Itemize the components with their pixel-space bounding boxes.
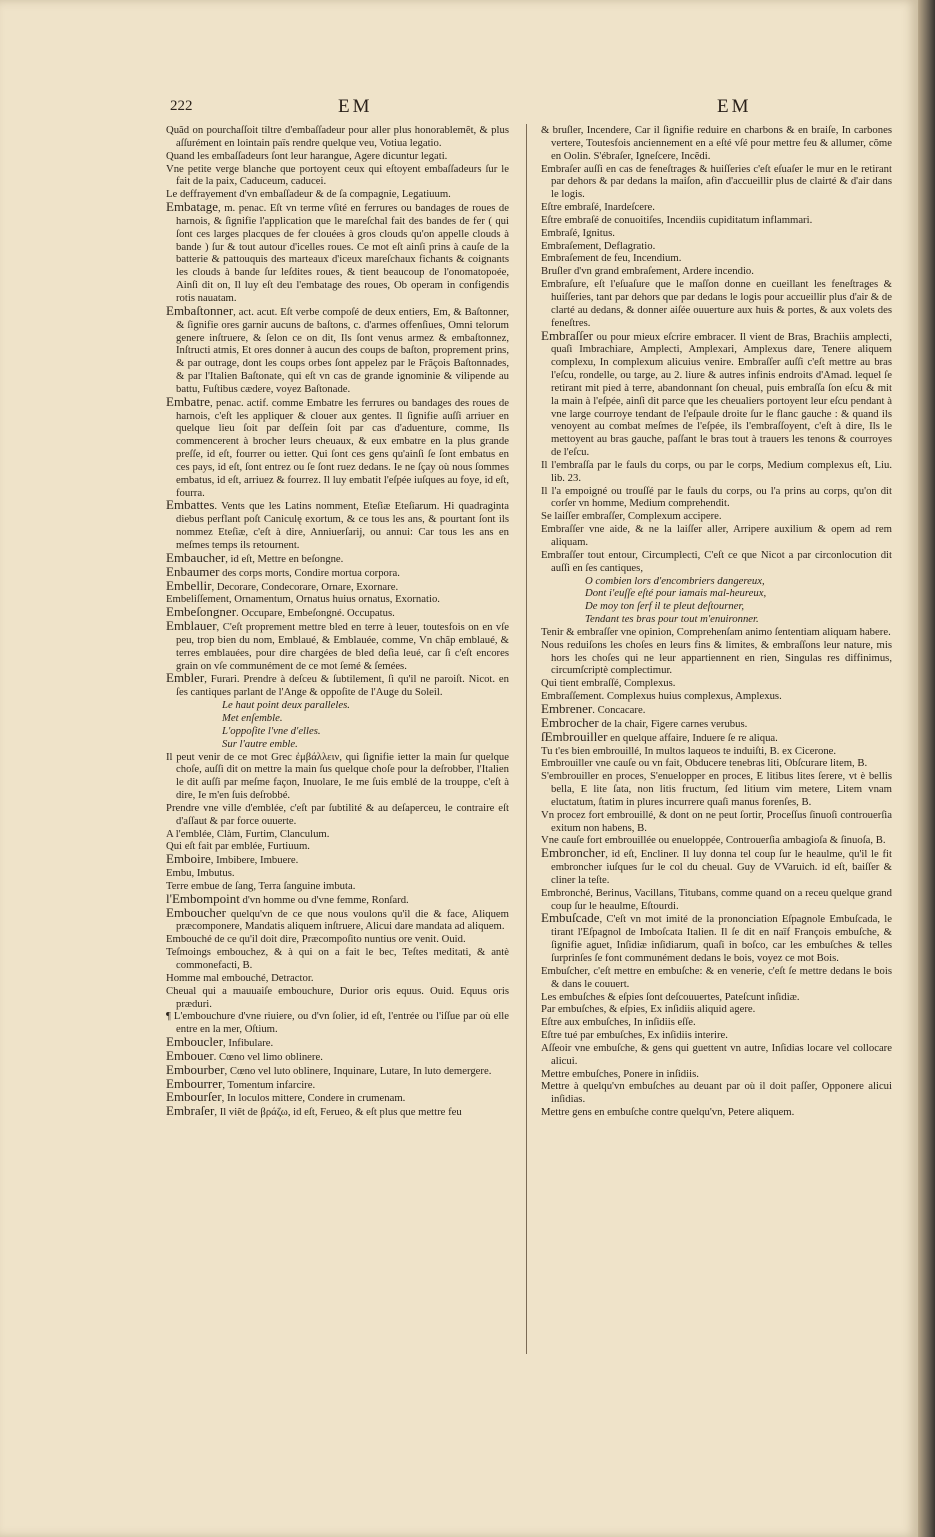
dictionary-entry <box>541 163 892 202</box>
dictionary-entry <box>166 499 509 551</box>
entry-headword: Embaſtonner <box>166 302 234 318</box>
entry-headword: Emblauer <box>166 618 217 634</box>
running-head-left: EM <box>338 96 373 117</box>
entry-text: Eſtre aux embuſches, In inſidiis eſſe. <box>541 1016 696 1029</box>
entry-text: , Il viẽt de βράζω, id eſt, Ferueo, & eſt plus que mettre feu <box>214 1106 462 1119</box>
entry-headword: Embrocher <box>541 714 599 730</box>
dictionary-entry <box>541 757 892 770</box>
dictionary-entry <box>541 240 892 253</box>
dictionary-entry <box>541 252 892 265</box>
entry-text: Embrouiller vne cauſe ou vn fait, Obducere tenebras liti, Obſcurare litem, B. <box>541 757 868 770</box>
dictionary-entry <box>166 1010 509 1036</box>
entry-text: Embeliſſement, Ornamentum, Ornatus huius ornatus, Exornatio. <box>166 593 440 606</box>
entry-text: Embuſcher, c'eſt mettre en embuſche: & en venerie, c'eſt ſe mettre dedans le bois & dans le couuert. <box>541 964 892 990</box>
dictionary-entry <box>541 728 892 745</box>
dictionary-entry <box>166 904 509 934</box>
entry-headword: ſEmbrouiller <box>541 728 608 744</box>
verse-line: Tendant tes bras pour tout m'enuironner. <box>585 613 759 626</box>
entry-text: quelqu'vn de ce que nous voulons qu'il die & face, Aliquem præcomponere, Mandatis aliquem inſtruere, Alicui dare mandata ad aliquem. <box>176 907 509 933</box>
entry-text: , Tomentum infarcire. <box>222 1078 316 1091</box>
entry-text: Eſtre embraſé, Inardeſcere. <box>541 201 655 214</box>
entry-headword: Embourſer <box>166 1089 222 1105</box>
dictionary-entry <box>541 677 892 690</box>
entry-headword: Embattes <box>166 497 215 513</box>
dictionary-entry <box>541 1106 892 1119</box>
entry-text: Mettre embuſches, Ponere in inſidiis. <box>541 1067 699 1080</box>
entry-text: . Cœno vel limo oblinere. <box>213 1050 323 1063</box>
dictionary-entry <box>541 459 892 485</box>
entry-text: , act. acut. Eſt verbe compoſé de deux entiers, Em, & Baſtonner, & ſignifie ores garnir aucuns de baſtons, c. d'armes offenſiues, Omni telorum genere inſtruere, & ſelon ce on dit, Ils ſont venus armez & embaſtonnez, Inſtructi atmis, Et ores donner à aucun des coups de baſton, proprement prins, & par outrage, dont les coups orbes ſont appelez par le Frãçois Baſtonnades, & par l'Italien Baſtonate, qui eſt vn cas de grande ignominie & vilipende au battu, Fuſtibus cædere, voyez Baſtonade. <box>176 305 509 395</box>
entry-text: Embraſſer vne aide, & ne la laiſſer aller, Arripere auxilium & opem ad rem aliquam. <box>541 523 892 548</box>
entry-text: Tu t'es bien embrouillé, In multos laqueos te induiſti, B. ex Cicerone. <box>541 744 837 757</box>
entry-text: Par embuſches, & eſpies, Ex inſidiis aliquid agere. <box>541 1003 756 1016</box>
dictionary-entry <box>166 828 509 841</box>
dictionary-entry <box>166 867 509 880</box>
entry-text: Embraſer auſſi en cas de feneſtrages & huiſſeries c'eſt eſuaſer le mur en le retirant par dehors & par dedans la maiſon, afin d'accueillir plus de clairté & d'air dans le logis. <box>541 162 892 201</box>
entry-text: S'embrouiller en proces, S'enuelopper en proces, E litibus lites ſerere, vt è bellis bella, E lite ſata, non litis fructum, ſed litium vim metere, Litem vnam eluctatum, ſtatim in plures incurrere quaſi manus forenſes, B. <box>541 770 892 808</box>
dictionary-entry <box>541 1029 892 1042</box>
entry-text: en quelque affaire, Induere ſe re aliqua. <box>607 731 778 744</box>
entry-text: , Decorare, Condecorare, Ornare, Exornare. <box>211 580 399 593</box>
entry-text: Les embuſches & eſpies ſont deſcouuertes, Pateſcunt inſidiæ. <box>541 990 800 1003</box>
entry-text: Vne petite verge blanche que portoyent ceux qui eſtoyent embaſſadeurs ſur le fait de la paix, Caduceum, caducei. <box>166 162 509 188</box>
entry-text: Teſmoings embouchez, & à qui on a fait le bec, Teſtes meditati, & antè commonefacti, B. <box>166 946 509 971</box>
entry-headword: Embellir <box>166 577 212 593</box>
entry-headword: Embler <box>166 670 205 686</box>
right-column <box>541 124 892 1344</box>
entry-text: Qui tient embraſſé, Complexus. <box>541 677 676 690</box>
dictionary-entry <box>166 1105 509 1119</box>
entry-text: , C'eſt proprement mettre bled en terre à leuer, toutesfois on en vſe peu, trop bien du nom, Emblaué, & Emblauée, comme, Vn chãp emblaué, & terres emblauées, pour dire chargées de bled deſia leué, car ſi c'eſt encores grain on vſe communément de ce mot ſemé & ſemées. <box>176 621 509 672</box>
dictionary-entry <box>541 278 892 329</box>
entry-text: , m. penac. Eſt vn terme vſité en ferrures ou bandages de roues de harnois, & ſignifie l'application que le mareſchal fait des bandes de fer ( qui ſont ces larges placques de fer clouées à gros clouds qu'on appelle clouds à bande ) ſur & tout autour d'icelles roues. Ce mot eſt ainſi prins à cauſe de la batterie & pattouquis des marteaux d'iceux mareſchaux fichants & coignants les clouds à bande ſur leſdites roues, & tient beaucoup de l'onomatopoée, Ainſi dit on, Il luy eſt deu l'embatage des roues, Ob operam in configendis rotis nauatam. <box>176 202 509 304</box>
running-head-right: EM <box>717 96 752 117</box>
entry-text: , id eſt, Mettre en beſongne. <box>225 552 344 565</box>
dictionary-entry <box>166 802 509 828</box>
entry-headword: Emboire <box>166 851 211 867</box>
column-rule <box>526 124 527 1354</box>
entry-text: Embu, Imbutus. <box>166 867 235 880</box>
dictionary-entry <box>541 1016 892 1029</box>
dictionary-entry <box>166 163 509 189</box>
dictionary-entry <box>166 201 509 305</box>
left-column <box>166 124 509 1354</box>
entry-text: Qui eſt fait par emblée, Furtiuum. <box>166 840 310 853</box>
dictionary-entry <box>541 485 892 511</box>
entry-text: & bruſler, Incendere, Car il ſignifie reduire en charbons & en braiſe, In carbones vertere, Toutesfois anciennement en a eſté vſé pour mettre feu & allumer, cõme en Oolin. S'ébraſer, Igneſcere, Incẽdi. <box>541 124 892 162</box>
dictionary-entry <box>541 549 892 575</box>
entry-text: Mettre à quelqu'vn embuſches au deuant par où il doit paſſer, Opponere alicui inſidias. <box>541 1080 892 1106</box>
dictionary-entry <box>541 1003 892 1016</box>
entry-text: Vne cauſe fort embrouillée ou enueloppée, Controuerſia ambagioſa & ſinuoſa, B. <box>541 834 886 847</box>
verse-line: Met enſemble. <box>222 711 283 724</box>
dictionary-entry <box>166 751 509 802</box>
dictionary-entry <box>541 639 892 678</box>
entry-text: Embraſement de feu, Incendium. <box>541 252 682 265</box>
entry-headword: Embraſſer <box>541 327 593 343</box>
entry-text: , Imbibere, Imbuere. <box>210 854 299 867</box>
dictionary-entry <box>541 912 892 964</box>
entry-text: ou pour mieux eſcrire embracer. Il vient de Bras, Brachiis amplecti, quaſi Imbrachiare, Amplecti, Amplexari, Amplexus dare, Tenere aliquem complexu, In complexum alicuius venire. Embraſſer auſſi c'eſt mettre au bras l'eſcu, rondelle, ou targe, au 2. liure & autres infinis endroits d'Amad. lequel ſe retirant mit pied à terre, abandonnant ſon cheual, puis embraſſa ſon eſcu & mit la main à l'eſpée, ainſi dit parce que les cheualiers portoyent leur eſcu pendant à vne large courroye tendant de l'eſpaule droite ſur le flanc gauche : & quand ils venoyent au combat meſmes de l'eſpée, ils l'embraſſoyent, c'eſt à dire, Ils le mettoyent au bras gauche, paſſant le bras tout à trauers les tenons & courroyes de l'eſcu. <box>551 330 892 459</box>
entry-text: de la chair, Figere carnes verubus. <box>598 717 748 730</box>
dictionary-entry <box>541 887 892 913</box>
entry-text: A l'emblée, Clàm, Furtim, Clanculum. <box>166 827 330 840</box>
dictionary-entry <box>166 577 509 594</box>
dictionary-entry <box>541 690 892 703</box>
dictionary-entry <box>166 124 509 150</box>
entry-headword: Enbaumer <box>166 563 220 579</box>
entry-text: Embraſement, Deflagratio. <box>541 239 656 252</box>
verse-line: Le haut point deux paralleles. <box>222 699 350 712</box>
entry-headword: Embaucher <box>166 549 226 565</box>
dictionary-entry <box>166 672 509 699</box>
dictionary-entry <box>541 201 892 214</box>
entry-headword: Embourber <box>166 1061 225 1077</box>
entry-text: , Cœno vel luto oblinere, Inquinare, Lutare, In luto demergere. <box>224 1064 492 1077</box>
entry-text: Eſtre tué par embuſches, Ex inſidiis interire. <box>541 1029 728 1042</box>
entry-text: , Infibulare. <box>223 1037 274 1050</box>
entry-text: Le deffrayement d'vn embaſſadeur & de ſa compagnie, Legatiuum. <box>166 188 451 201</box>
entry-text: Quãd on pourchaſſoit tiltre d'embaſſadeur pour aller plus honorablemẽt, & plus aſſurément en lointain païs rendre quelque veu, Votiua legatio. <box>166 124 509 149</box>
entry-headword: Emboucler <box>166 1034 224 1050</box>
entry-text: Embouché de ce qu'il doit dire, Præcompoſito nuntius ore venit. Ouid. <box>166 933 466 946</box>
book-edge <box>918 0 935 1537</box>
entry-headword: l'Embompoint <box>166 890 240 906</box>
dictionary-entry <box>541 124 892 163</box>
entry-text: Il l'a empoigné ou trouſſé par le fauls du corps, ou l'a prins au corps, qu'on dit corſer vn homme, Medium comprehendit. <box>541 484 892 510</box>
entry-headword: Embuſcade <box>541 910 600 926</box>
entry-headword: Embatre <box>166 393 211 409</box>
dictionary-entry <box>541 809 892 835</box>
entry-headword: Embroncher <box>541 845 606 861</box>
dictionary-entry <box>166 840 509 853</box>
entry-text: Homme mal embouché, Detractor. <box>166 971 314 984</box>
entry-headword: Embouer <box>166 1047 214 1063</box>
entry-headword: Embatage <box>166 199 218 215</box>
entry-text: Mettre gens en embuſche contre quelqu'vn, Petere aliquem. <box>541 1106 795 1119</box>
verse-line: O combien lors d'encombriers dangereux, <box>585 574 765 587</box>
page-header <box>0 96 918 120</box>
dictionary-entry <box>166 853 509 867</box>
dictionary-entry <box>541 327 892 459</box>
entry-text: Bruſler d'vn grand embraſement, Ardere incendio. <box>541 265 754 278</box>
dictionary-entry <box>541 745 892 758</box>
entry-text: Terre embue de ſang, Terra ſanguine imbuta. <box>166 879 356 892</box>
entry-text: Embronché, Berinus, Vacillans, Titubans, comme quand on a receu quelque grand coup ſur le heaulme, Eſtourdi. <box>541 886 892 912</box>
dictionary-entry <box>541 770 892 809</box>
entry-text: Prendre vne ville d'emblée, c'eſt par ſubtilité & au deſaperceu, le contraire eſt d'aſſaut & par force ouuerte. <box>166 801 509 827</box>
dictionary-entry <box>166 933 509 946</box>
entry-text: des corps morts, Condire mortua corpora. <box>219 566 400 579</box>
entry-text: Nous reduiſons les choſes en leurs fins & limites, & embraſſons leur nature, mis hors les choſes qui ne leur appartiennent en rien, Singulas res diffinimus, circumſcriptè complectimur. <box>541 638 892 677</box>
dictionary-entry <box>166 620 509 672</box>
entry-text: Embraſure, eſt l'eſuaſure que le maſſon donne en cueillant les feneſtrages & huiſſeries, tant par dehors que par dedans le logis pour accueillir plus d'air & de clarté au dedans, & donner aiſée ouuerture aux huis & portes, & aux volets des feneſtres. <box>541 278 892 329</box>
dictionary-entry <box>541 1068 892 1081</box>
entry-headword: Embrener <box>541 700 593 716</box>
verse-line: L'oppoſite l'vne d'elles. <box>222 724 321 737</box>
entry-text: , id eſt, Encliner. Il luy donna tel coup ſur le heaulme, qu'il le fit embroncher iuſques ſur le col du cheual. Guy de VVaruich. id eſt, baiſſer & cliner la teſte. <box>551 848 892 886</box>
dictionary-entry <box>541 227 892 240</box>
verse-line: Sur l'autre emble. <box>222 737 298 750</box>
verse-line: Dont i'euſſe eſté pour iamais mal-heureux, <box>585 587 767 600</box>
entry-text: , Furari. Prendre à deſceu & ſubtilement, ſi qu'il ne paroiſt. Nicot. en ſes cantiques parlant de l'Ange & oppoſite de l'Auge du Soleil. <box>176 673 509 699</box>
entry-text: Embraſſer tout entour, Circumplecti, C'eſt ce que Nicot a par circonlocution dit auſſi en ſes cantiques, <box>541 548 892 574</box>
dictionary-entry <box>541 991 892 1004</box>
dictionary-entry <box>166 606 509 620</box>
entry-headword: Embraſer <box>166 1103 215 1119</box>
dictionary-entry <box>541 1080 892 1106</box>
dictionary-entry <box>541 214 892 227</box>
dictionary-entry <box>541 523 892 549</box>
dictionary-entry <box>541 965 892 991</box>
entry-text: ¶ L'embouchure d'vne riuiere, ou d'vn ſolier, id eſt, l'entrée ou l'iſſue par où elle entre en la mer, Oſtium. <box>166 1010 509 1036</box>
entry-text: . Vents que les Latins nomment, Eteſiæ Eteſiarum. Hi quadraginta diebus perflant poſt Caniculę exortum, & ce tous les ans, & pourtant ſont ils nommez Eteſiæ, c'eſt à dire, Anniuerſarij, ou annui: Car tous les ans en meſmes temps ils retournent. <box>176 500 509 551</box>
dictionary-entry <box>166 946 509 972</box>
entry-text: Cheual qui a mauuaiſe embouchure, Durior oris equus. Ouid. Equus oris præduri. <box>166 984 509 1010</box>
entry-text: , In loculos mittere, Condere in crumenam. <box>221 1092 406 1105</box>
verse-line: De moy ton ſerf il te pleut deſtourner, <box>585 600 745 613</box>
entry-text: Tenir & embraſſer vne opinion, Comprehenſam animo ſententiam aliquam habere. <box>541 625 891 638</box>
dictionary-entry <box>166 302 509 396</box>
entry-text: , C'eſt vn mot imité de la prononciation Eſpagnole Embuſcada, le tirant l'Eſpagnol de Imboſcata Italien. Il ſe dit en naïf François embuſche, & ſignifie aguet, Inſidiæ inſidiarum, quaſi in boſco, car les embuſches & telles ſurprinſes ſe font communément dedans le bois, voyez ce mot Bois. <box>551 913 892 964</box>
entry-text: , penac. actif. comme Embatre les ferrures ou bandages des roues de harnois, c'eſt les appliquer & clouer aux gentes. Il ſignifie auſſi arriuer en quelque lieu ſoit par deſſein ſoit par cas d'aduenture, comme, Ils commencerent à brocher leurs cheuaux, & eux embatre en la plus grande preſſe, id eſt, fourrer ou ietter. Qui ſont ces gens qu'ainſi ſe ſont embatus en ces pays, id eſt, ſont entrez ou ſe ſont ruez dedans. Ie ne ſçay où nous ſommes embatus, id eſt, arriuez & fourrez. Il luy embatit l'eſpée iuſques au foye, id eſt, fourra. <box>176 396 509 499</box>
entry-text: . Concacare. <box>592 703 646 716</box>
entry-text: Vn procez fort embrouillé, & dont on ne peut ſortir, Proceſſus ſinuoſi controuerſia exitum non habens, B. <box>541 808 892 834</box>
dictionary-entry <box>166 150 509 163</box>
entry-text: Il peut venir de ce mot Grec ἐμβάλλειν, qui ſignifie ietter la main ſur quelque choſe, auſſi dit on mettre la main ſus quelque choſe pour la deſrobber, l'Italien le dit auſſi par meſme façon, Inuolare, Ie me ſuis emblé de la trouppe, c'eſt à dire, Ie m'en ſuis deſrobbé. <box>166 750 509 802</box>
dictionary-entry <box>166 985 509 1011</box>
dictionary-entry <box>541 265 892 278</box>
entry-text: d'vn homme ou d'vne femme, Ronſard. <box>239 893 409 906</box>
dictionary-entry <box>541 626 892 639</box>
page-number: 222 <box>170 98 193 114</box>
dictionary-entry <box>166 393 509 500</box>
dictionary-entry <box>166 563 509 580</box>
dictionary-entry <box>166 972 509 985</box>
entry-headword: Emboucher <box>166 904 226 920</box>
dictionary-entry <box>166 1036 509 1050</box>
dictionary-entry <box>166 1091 509 1105</box>
entry-text: Aſſeoir vne embuſche, & gens qui guettent vn autre, Inſidias locare vel collocare alicui. <box>541 1041 892 1067</box>
entry-text: Eſtre embraſé de conuoitiſes, Incendiis cupiditatum inflammari. <box>541 213 813 226</box>
dictionary-entry <box>541 510 892 523</box>
entry-text: Embraſé, Ignitus. <box>541 226 615 239</box>
entry-text: . Occupare, Embeſongné. Occupatus. <box>236 607 395 620</box>
dictionary-entry <box>541 1042 892 1068</box>
dictionary-entry <box>541 847 892 887</box>
entry-text: Embraſſement. Complexus huius complexus, Amplexus. <box>541 690 782 703</box>
entry-headword: Embourrer <box>166 1075 223 1091</box>
entry-text: Se laiſſer embraſſer, Complexum accipere. <box>541 510 722 523</box>
entry-text: Quand les embaſſadeurs ſont leur harangue, Agere dicuntur legati. <box>166 149 448 162</box>
entry-text: Il l'embraſſa par le fauls du corps, ou par le corps, Medium complexus eſt, Liu. lib. 23. <box>541 458 892 484</box>
entry-headword: Embeſongner <box>166 604 237 620</box>
